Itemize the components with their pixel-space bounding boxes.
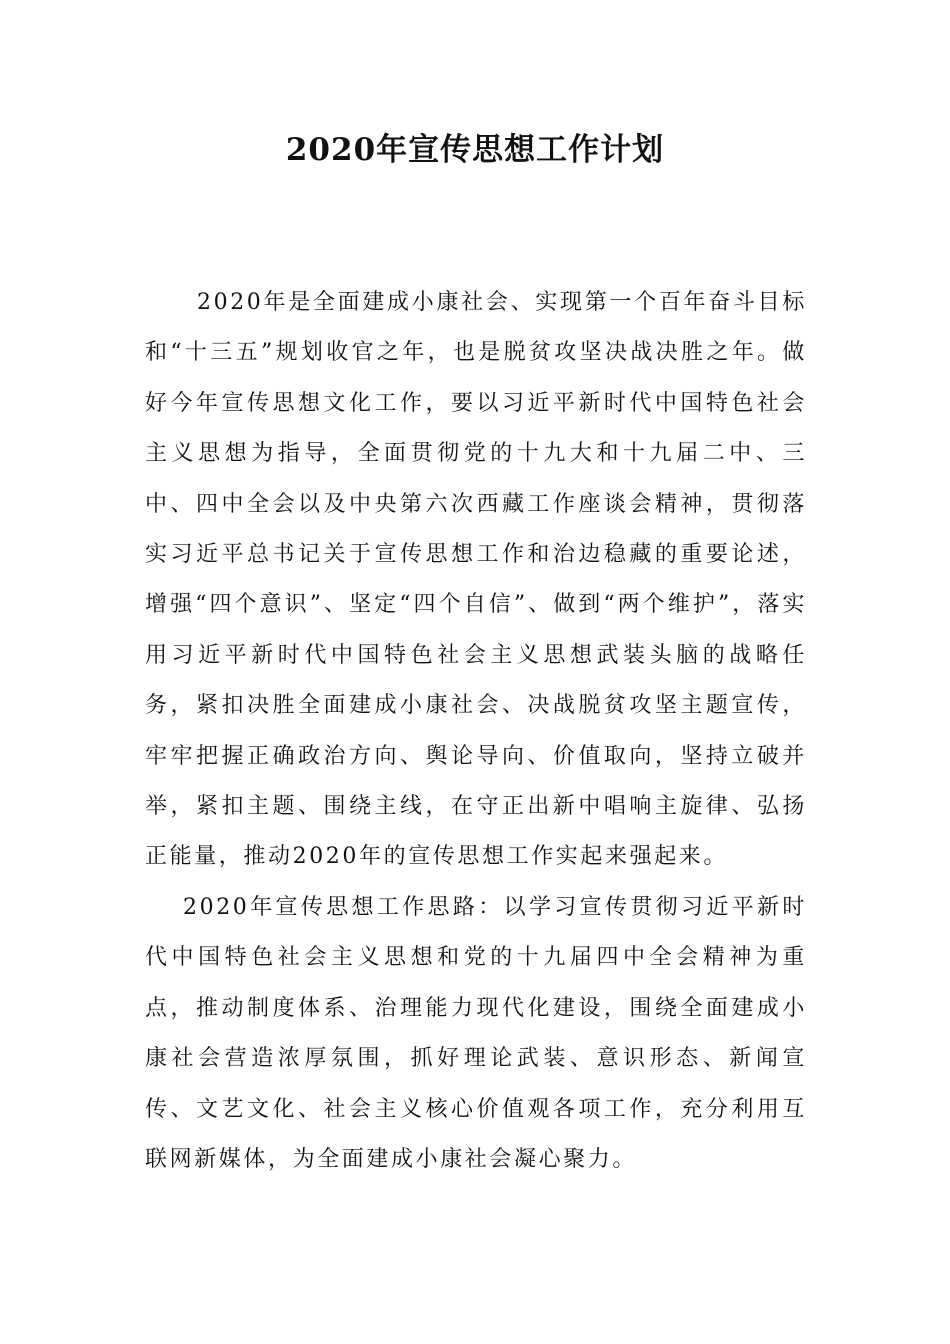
document-title: 2020年宣传思想工作计划 bbox=[285, 132, 665, 168]
document-body bbox=[145, 278, 807, 1185]
paragraph-work-approach: 2020年宣传思想工作思路：以学习宣传贯彻习近平新时代中国特色社会主义思想和党的十九届四中全会精神为重点，推动制度体系、治理能力现代化建设，围绕全面建成小康社会营造浓厚氛围，抓好理论武装、意识形态、新闻宣传、文艺文化、社会主义核心价值观各项工作，充分利用互联网新媒体，为全面建成小康社会凝心聚力。 bbox=[145, 894, 807, 1172]
paragraph-intro: 2020年是全面建成小康社会、实现第一个百年奋斗目标和“十三五”规划收官之年，也是脱贫攻坚决战决胜之年。做好今年宣传思想文化工作，要以习近平新时代中国特色社会主义思想为指导，全面贯彻党的十九大和十九届二中、三中、四中全会以及中央第六次西藏工作座谈会精神，贯彻落实习近平总书记关于宣传思想工作和治边稳藏的重要论述，增强“四个意识”、坚定“四个自信”、做到“两个维护”，落实用习近平新时代中国特色社会主义思想武装头脑的战略任务，紧扣决胜全面建成小康社会、决战脱贫攻坚主题宣传，牢牢把握正确政治方向、舆论导向、价值取向，坚持立破并举，紧扣主题、围绕主线，在守正出新中唱响主旋律、弘扬正能量，推动2020年的宣传思想工作实起来强起来。 bbox=[145, 290, 807, 870]
